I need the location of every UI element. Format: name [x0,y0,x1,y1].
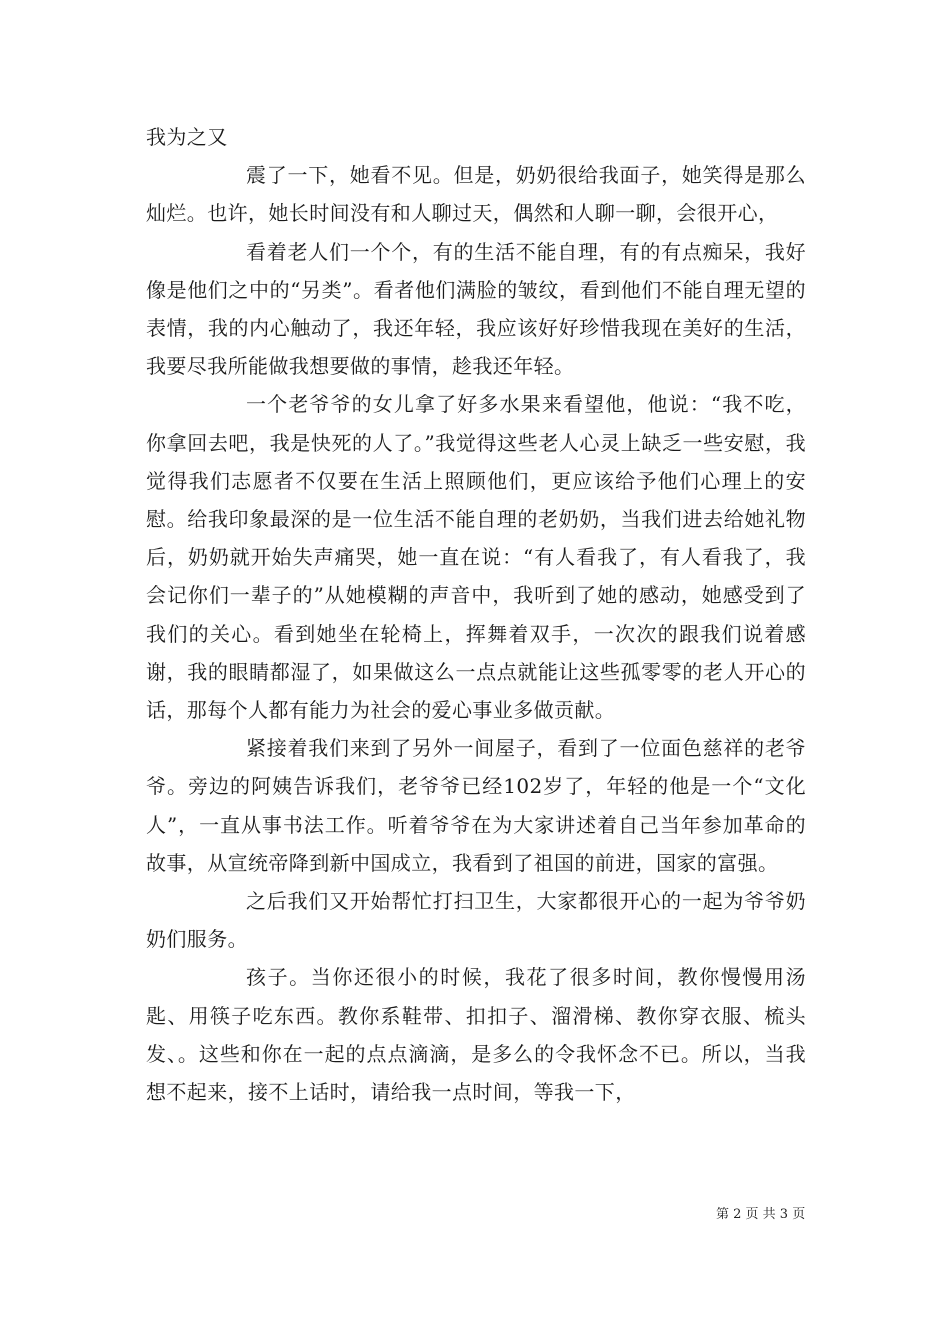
paragraph-1: 我为之又 [146,125,228,149]
page-number-footer: 第 2 页 共 3 页 [716,1207,806,1222]
paragraph-6: 之后我们又开始帮忙打扫卫生，大家都很开心的一起为爷爷奶奶们服务。 [146,889,806,952]
paragraph-5: 紧接着我们来到了另外一间屋子，看到了一位面色慈祥的老爷爷。旁边的阿姨告诉我们，老爷爷已经102岁了，年轻的他是一个“文化人”，一直从事书法工作。听着爷爷在为大家讲述着自己当年参加革命的故事，从宣统帝降到新中国成立，我看到了祖国的前进，国家的富强。 [146,736,806,875]
paragraph-7: 孩子。当你还很小的时候，我花了很多时间，教你慢慢用汤匙、用筷子吃东西。教你系鞋带、扣扣子、溜滑梯、教你穿衣服、梳头发、。这些和你在一起的点点滴滴，是多么的令我怀念不已。所以，当我想不起来，接不上话时，请给我一点时间，等我一下， [146,965,806,1105]
paragraph-2: 震了一下，她看不见。但是，奶奶很给我面子，她笑得是那么灿烂。也许，她长时间没有和人聊过天，偶然和人聊一聊，会很开心， [146,163,806,226]
body-text [146,118,806,1111]
paragraph-3: 看着老人们一个个，有的生活不能自理，有的有点痴呆，我好像是他们之中的“另类”。看者他们满脸的皱纹，看到他们不能自理无望的表情，我的内心触动了，我还年轻，我应该好好珍惜我现在美好的生活，我要尽我所能做我想要做的事情，趁我还年轻。 [146,239,806,379]
paragraph-4: 一个老爷爷的女儿拿了好多水果来看望他，他说：“我不吃，你拿回去吧，我是快死的人了。”我觉得这些老人心灵上缺乏一些安慰，我觉得我们志愿者不仅要在生活上照顾他们，更应该给予他们心理上的安慰。给我印象最深的是一位生活不能自理的老奶奶，当我们进去给她礼物后，奶奶就开始失声痛哭，她一直在说：“有人看我了，有人看我了，我会记你们一辈子的”从她模糊的声音中，我听到了她的感动，她感受到了我们的关心。看到她坐在轮椅上，挥舞着双手，一次次的跟我们说着感谢，我的眼睛都湿了，如果做这么一点点就能让这些孤零零的老人开心的话，那每个人都有能力为社会的爱心事业多做贡献。 [146,392,806,723]
